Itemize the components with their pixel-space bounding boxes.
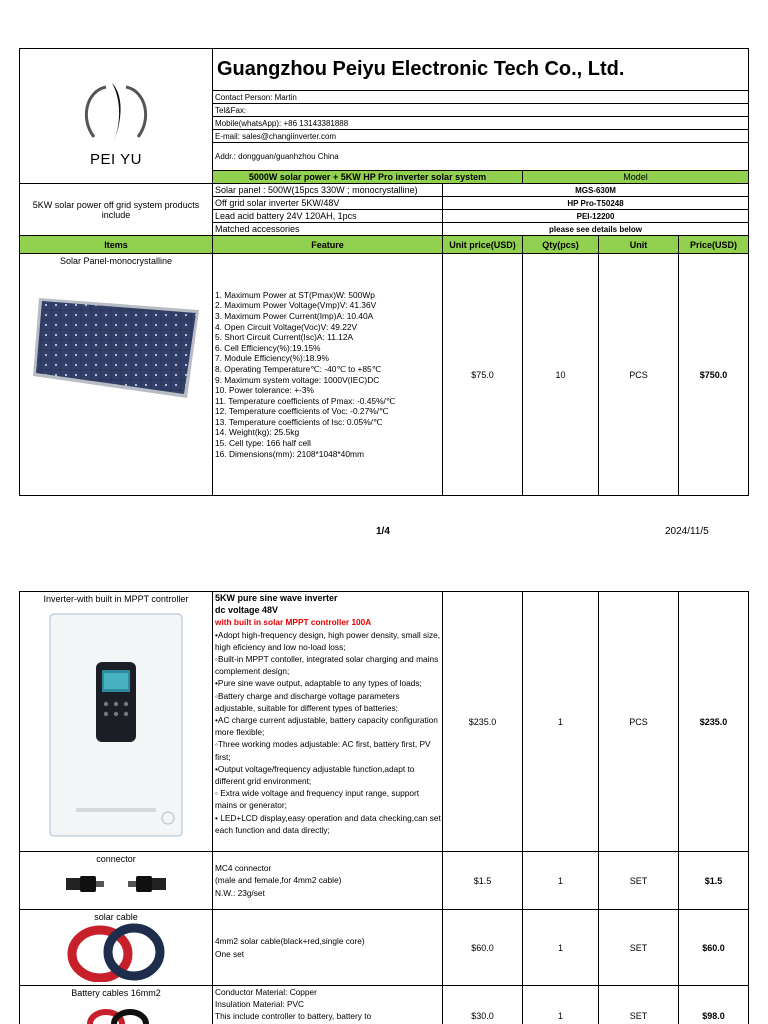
col-feature: Feature (213, 236, 443, 254)
items-table (19, 591, 749, 1024)
feature-line: •AC charge current adjustable, battery capacity configuration more flexible; (215, 715, 438, 738)
item-cell (20, 986, 213, 1024)
component-model: please see details below (443, 223, 749, 236)
feature-cell (213, 852, 443, 910)
feature-line: 7. Module Efficiency(%):18.9% (215, 353, 329, 364)
col-qty: Qty(pcs) (523, 236, 599, 254)
price: $235.0 (679, 592, 749, 852)
price: $750.0 (679, 254, 749, 496)
unit-price: $1.5 (443, 852, 523, 910)
feature-line: (male and female,for 4mm2 cable) (215, 875, 342, 886)
price: $1.5 (679, 852, 749, 910)
quotation-page-2 (19, 591, 748, 1024)
email: E-mail: sales@changiinverter.com (213, 130, 749, 143)
feature-line: 12. Temperature coefficients of Voc: -0.27%/℃ (215, 406, 389, 417)
item-name: connector (96, 854, 136, 864)
inverter-image (36, 608, 196, 840)
feature-line: ◦ Extra wide voltage and frequency input range, support mains or generator; (215, 788, 420, 811)
peiyu-logo-icon (76, 79, 156, 149)
feature-cell (213, 910, 443, 986)
feature-line: This include controller to battery, battery to (215, 1011, 372, 1022)
company-logo (20, 49, 213, 184)
qty: 10 (523, 254, 599, 496)
address: Addr.: dongguan/guanhzhou China (213, 143, 749, 171)
item-name: Inverter-with built in MPPT controller (43, 594, 189, 604)
company-name: Guangzhou Peiyu Electronic Tech Co., Ltd. (213, 49, 749, 91)
logo-text: PEI YU (90, 150, 142, 168)
inverter-mppt: with built in solar MPPT controller 100A (215, 617, 372, 628)
solar-cable-image (56, 922, 176, 982)
col-unit-price: Unit price(USD) (443, 236, 523, 254)
item-name: solar cable (94, 912, 138, 922)
feature-line: 1. Maximum Power at ST(Pmax)W: 500Wp (215, 289, 375, 300)
unit-price: $75.0 (443, 254, 523, 496)
feature-line: •Pure sine wave output, adaptable to any types of loads; (215, 678, 422, 689)
system-title: 5000W solar power + 5KW HP Pro inverter solar system (213, 171, 523, 184)
feature-line: 13. Temperature coefficients of Isc: 0.05%/℃ (215, 416, 383, 427)
feature-line: One set (215, 948, 245, 959)
col-items: Items (20, 236, 213, 254)
unit: SET (599, 852, 679, 910)
component-desc: Lead acid battery 24V 120AH, 1pcs (213, 210, 443, 223)
tel-fax: Tel&Fax: (213, 104, 749, 117)
feature-line: 4. Open Circuit Voltage(Voc)V: 49.22V (215, 321, 358, 332)
component-desc: Solar panel : 500W(15pcs 330W ; monocrystalline) (213, 184, 443, 197)
feature-line: 14. Weight(kg): 25.5kg (215, 427, 300, 438)
unit-price: $60.0 (443, 910, 523, 986)
feature-line: Insulation Material: PVC (215, 999, 305, 1010)
unit-price: $30.0 (443, 986, 523, 1024)
feature-line: ◦Three working modes adjustable: AC first, battery first, PV first; (215, 739, 431, 762)
feature-cell (213, 592, 443, 852)
qty: 1 (523, 852, 599, 910)
contact-person: Contact Person: Martin (213, 91, 749, 104)
feature-line: ◦Built-in MPPT contoller, integrated solar charging and mains complement design; (215, 654, 439, 677)
col-unit: Unit (599, 236, 679, 254)
col-price: Price(USD) (679, 236, 749, 254)
feature-line: 5. Short Circuit Current(Isc)A: 11.12A (215, 332, 354, 343)
feature-line: 9. Maximum system voltage: 1000V(IEC)DC (215, 374, 380, 385)
feature-line: 11. Temperature coefficients of Pmax: -0.45%/℃ (215, 395, 396, 406)
battery-cable-image (56, 998, 176, 1024)
table-row (20, 852, 749, 910)
feature-line: 6. Cell Efficiency(%):19.15% (215, 342, 321, 353)
quotation-page-1 (19, 48, 748, 496)
feature-line: •Output voltage/frequency adjustable function,adapt to different grid environment; (215, 763, 415, 787)
feature-line: 2. Maximum Power Voltage(Vmp)V: 41.36V (215, 300, 377, 311)
item-name: Solar Panel-monocrystalline (59, 256, 173, 266)
feature-line: 10. Power tolerance: +-3% (215, 385, 314, 396)
item-cell (20, 852, 213, 910)
feature-line: 8. Operating Temperature℃: -40℃ to +85℃ (215, 363, 382, 374)
qty: 1 (523, 910, 599, 986)
includes-label: 5KW solar power off grid system products include (20, 184, 213, 236)
component-model: HP Pro-T50248 (443, 197, 749, 210)
feature-line: 16. Dimensions(mm): 2108*1048*40mm (215, 448, 364, 459)
item-cell (20, 910, 213, 986)
table-row (20, 910, 749, 986)
table-row (20, 592, 749, 852)
connector-image (56, 864, 176, 904)
unit: PCS (599, 592, 679, 852)
model-header: Model (523, 171, 749, 184)
qty: 1 (523, 592, 599, 852)
feature-line: N.W.: 23g/set (215, 887, 265, 898)
feature-line: MC4 connector (215, 863, 272, 874)
table-row (20, 254, 749, 496)
inverter-dc: dc voltage 48V (215, 605, 279, 616)
component-model: PEI-12200 (443, 210, 749, 223)
unit: SET (599, 910, 679, 986)
price: $98.0 (679, 986, 749, 1024)
feature-cell (213, 986, 443, 1024)
component-desc: Off grid solar inverter 5KW/48V (213, 197, 443, 210)
unit: PCS (599, 254, 679, 496)
feature-line: ◦Battery charge and discharge voltage parameters adjustable, suitable for different types of batteries; (215, 690, 400, 713)
component-desc: Matched accessories (213, 223, 443, 236)
feature-line: 15. Cell type: 166 half cell (215, 438, 311, 449)
table-row (20, 986, 749, 1024)
mobile: Mobile(whatsApp): +86 13143381888 (213, 117, 749, 130)
feature-line: 4mm2 solar cable(black+red,single core) (215, 936, 365, 947)
feature-line: •Adopt high-frequency design, high power density, small size, high eficiency and low no-load loss; (215, 629, 441, 652)
feature-line: • LED+LCD display,easy operation and data checking,can set each function and data directly; (215, 812, 441, 835)
solar-panel-image (31, 280, 201, 410)
inverter-title: 5KW pure sine wave inverter (215, 593, 338, 603)
header-table (19, 48, 749, 496)
item-cell (20, 592, 213, 852)
qty: 1 (523, 986, 599, 1024)
page-number: 1/4 (376, 526, 390, 537)
feature-line: 3. Maximum Power Current(Imp)A: 10.40A (215, 310, 374, 321)
item-name: Battery cables 16mm2 (71, 988, 161, 998)
feature-line: Conductor Material: Copper (215, 987, 317, 997)
unit-price: $235.0 (443, 592, 523, 852)
feature-cell (213, 254, 443, 496)
item-cell (20, 254, 213, 496)
page-date: 2024/11/5 (665, 526, 709, 537)
unit: SET (599, 986, 679, 1024)
price: $60.0 (679, 910, 749, 986)
component-model: MGS-630M (443, 184, 749, 197)
